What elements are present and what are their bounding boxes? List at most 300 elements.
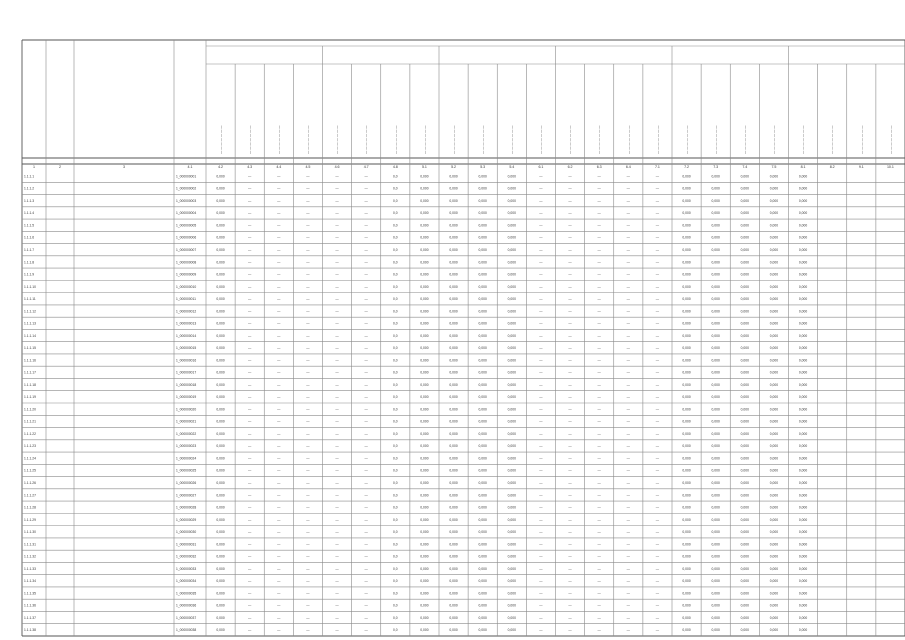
table-cell-value: 0,000 — [769, 260, 779, 265]
table-cell-value: 0,000 — [682, 628, 691, 633]
table-cell-value: — — [539, 297, 543, 302]
table-cell-value: 0,000 — [740, 297, 749, 302]
table-cell-value: 0,000 — [507, 321, 516, 326]
table-cell-value: — — [597, 505, 601, 510]
table-cell-value: — — [568, 382, 572, 387]
table-cell-value: 0,000 — [798, 419, 808, 424]
table-cell-value: 0,000 — [798, 260, 808, 265]
table-cell-value: — — [248, 505, 252, 510]
row-number: 1.1.1.17 — [24, 370, 36, 375]
table-cell-value: — — [626, 554, 630, 559]
table-cell-value: — — [364, 431, 368, 436]
table-cell-value: 0,000 — [740, 235, 749, 240]
row-code: 1_000000036 — [176, 603, 197, 608]
table-cell-value: — — [655, 260, 660, 265]
row-code: 1_000000007 — [176, 248, 197, 253]
table-cell-value: — — [597, 198, 601, 203]
table-cell-value: 0,000 — [449, 321, 458, 326]
column-heading-text: — — — — — — — — [801, 125, 806, 154]
table-cell-value: — — [539, 566, 543, 571]
table-cell-value: — — [539, 382, 543, 387]
table-cell-value: 0,000 — [711, 284, 720, 289]
row-code: 1_000000013 — [176, 321, 197, 326]
table-cell-value: — — [597, 223, 601, 228]
row-code: 1_000000032 — [176, 554, 197, 559]
table-cell-value: — — [364, 358, 368, 363]
row-code: 1_000000026 — [176, 481, 197, 486]
table-cell-value: 0,0 — [393, 382, 398, 387]
table-cell-value: 0,000 — [798, 444, 808, 449]
table-cell-value: — — [306, 272, 310, 277]
table-cell-value: 0,000 — [711, 186, 720, 191]
table-cell-value: 0,0 — [393, 517, 398, 522]
table-cell-value: — — [277, 456, 281, 461]
table-cell-value: 0,000 — [798, 579, 808, 584]
table-cell-value: 0,000 — [449, 198, 458, 203]
table-cell-value: 0,000 — [216, 444, 225, 449]
table-cell-value: — — [568, 407, 572, 412]
table-cell-value: — — [335, 284, 339, 289]
row-number: 1.1.1.27 — [24, 493, 36, 498]
table-cell-value: — — [335, 370, 339, 375]
table-cell-value: — — [364, 346, 368, 351]
table-cell-value: — — [335, 272, 339, 277]
table-cell-value: — — [626, 505, 630, 510]
table-cell-value: 0,000 — [798, 211, 808, 216]
table-cell-value: 0,000 — [478, 407, 487, 412]
table-cell-value: — — [277, 395, 281, 400]
table-cell-value: — — [655, 358, 660, 363]
table-cell-value: 0,000 — [507, 223, 516, 228]
row-code: 1_000000005 — [176, 223, 197, 228]
table-cell-value: 0,000 — [420, 248, 429, 253]
table-cell-value: — — [306, 260, 310, 265]
table-cell-value: — — [364, 297, 368, 302]
column-number: 4.2 — [218, 165, 224, 170]
table-cell-value: 0,000 — [711, 333, 720, 338]
table-cell-value: 0,000 — [682, 346, 691, 351]
table-cell-value: 0,000 — [478, 346, 487, 351]
table-cell-value: — — [597, 419, 601, 424]
table-cell-value: 0,000 — [449, 456, 458, 461]
table-cell-value: — — [306, 174, 310, 179]
table-cell-value: 0,000 — [478, 468, 487, 473]
table-cell-value: — — [364, 174, 368, 179]
column-number: 1 — [33, 165, 35, 170]
table-cell-value: 0,000 — [682, 431, 691, 436]
table-cell-value: — — [568, 235, 572, 240]
table-cell-value: — — [568, 530, 572, 535]
table-cell-value: — — [364, 505, 368, 510]
table-cell-value: 0,000 — [711, 628, 720, 633]
table-cell-value: 0,000 — [420, 284, 429, 289]
table-cell-value: 0,000 — [449, 419, 458, 424]
table-cell-value: — — [248, 554, 252, 559]
table-cell-value: — — [364, 223, 368, 228]
table-cell-value: — — [597, 456, 601, 461]
table-cell-value: 0,000 — [478, 395, 487, 400]
row-number: 1.1.1.3 — [24, 198, 35, 203]
row-number: 1.1.1.14 — [24, 333, 36, 338]
table-cell-value: — — [277, 272, 281, 277]
table-cell-value: 0,000 — [420, 456, 429, 461]
table-cell-value: 0,000 — [420, 444, 429, 449]
table-cell-value: — — [597, 566, 601, 571]
table-cell-value: 0,000 — [507, 530, 516, 535]
table-cell-value: — — [277, 530, 281, 535]
table-cell-value: 0,0 — [393, 456, 398, 461]
table-cell-value: — — [335, 615, 339, 620]
table-cell-value: 0,000 — [507, 468, 516, 473]
table-cell-value: — — [539, 223, 543, 228]
table-cell-value: — — [364, 517, 368, 522]
table-cell-value: — — [364, 272, 368, 277]
table-cell-value: 0,000 — [449, 235, 458, 240]
table-cell-value: 0,0 — [393, 481, 398, 486]
table-cell-value: 0,000 — [507, 333, 516, 338]
table-cell-value: 0,000 — [711, 211, 720, 216]
table-cell-value: 0,000 — [798, 186, 808, 191]
table-cell-value: — — [597, 309, 601, 314]
table-cell-value: 0,000 — [478, 211, 487, 216]
table-cell-value: — — [277, 248, 281, 253]
table-cell-value: 0,000 — [769, 248, 779, 253]
column-heading-text: — — — — — — — — [277, 125, 282, 154]
table-cell-value: — — [277, 260, 281, 265]
row-number: 1.1.1.35 — [24, 591, 36, 596]
table-cell-value: 0,000 — [420, 493, 429, 498]
row-number: 1.1.1.31 — [24, 542, 36, 547]
table-cell-value: 0,000 — [449, 223, 458, 228]
row-code: 1_000000014 — [176, 333, 197, 338]
table-cell-value: 0,000 — [769, 198, 779, 203]
table-cell-value: — — [539, 481, 543, 486]
table-cell-value: — — [277, 223, 281, 228]
table-cell-value: — — [248, 566, 252, 571]
table-cell-value: — — [335, 468, 339, 473]
table-cell-value: 0,000 — [798, 505, 808, 510]
table-cell-value: — — [364, 321, 368, 326]
column-heading-text: — — — — — — — — [481, 125, 486, 154]
column-number: 7.4 — [742, 165, 748, 170]
table-cell-value: — — [655, 407, 660, 412]
table-cell-value: — — [335, 579, 339, 584]
row-code: 1_000000003 — [176, 198, 197, 203]
table-cell-value: 0,000 — [798, 530, 808, 535]
table-cell-value: 0,000 — [507, 186, 516, 191]
table-cell-value: — — [597, 346, 601, 351]
table-cell-value: — — [306, 248, 310, 253]
table-cell-value: 0,000 — [740, 591, 749, 596]
table-cell-value: 0,000 — [449, 284, 458, 289]
table-cell-value: — — [568, 468, 572, 473]
table-cell-value: — — [539, 468, 543, 473]
table-cell-value: 0,000 — [478, 284, 487, 289]
table-cell-value: — — [335, 186, 339, 191]
table-cell-value: — — [248, 235, 252, 240]
table-cell-value: 0,000 — [740, 321, 749, 326]
table-cell-value: 0,000 — [740, 505, 749, 510]
table-cell-value: — — [335, 333, 339, 338]
table-cell-value: 0,000 — [216, 431, 225, 436]
table-cell-value: 0,000 — [216, 579, 225, 584]
table-cell-value: 0,000 — [507, 456, 516, 461]
table-cell-value: 0,000 — [420, 591, 429, 596]
table-cell-value: 0,000 — [216, 530, 225, 535]
table-cell-value: 0,000 — [769, 309, 779, 314]
table-cell-value: 0,000 — [740, 444, 749, 449]
table-cell-value: — — [539, 346, 543, 351]
table-cell-value: — — [539, 603, 543, 608]
table-cell-value: 0,000 — [682, 554, 691, 559]
table-cell-value: — — [568, 456, 572, 461]
table-cell-value: — — [655, 493, 660, 498]
table-cell-value: 0,000 — [216, 542, 225, 547]
table-cell-value: 0,000 — [420, 370, 429, 375]
column-heading-text: — — — — — — — — [655, 125, 660, 154]
table-cell-value: 0,000 — [769, 284, 779, 289]
table-cell-value: 0,000 — [740, 407, 749, 412]
column-heading-text: — — — — — — — — [859, 125, 864, 154]
table-cell-value: — — [597, 321, 601, 326]
table-cell-value: 0,0 — [393, 198, 398, 203]
table-cell-value: — — [306, 554, 310, 559]
table-cell-value: — — [248, 211, 252, 216]
table-cell-value: 0,000 — [769, 186, 779, 191]
table-cell-value: — — [568, 346, 572, 351]
table-cell-value: 0,000 — [740, 370, 749, 375]
table-cell-value: — — [568, 223, 572, 228]
table-cell-value: — — [364, 530, 368, 535]
table-cell-value: 0,000 — [449, 407, 458, 412]
table-cell-value: — — [568, 579, 572, 584]
column-heading-text: — — — — — — — — [452, 125, 457, 154]
table-cell-value: 0,000 — [216, 517, 225, 522]
table-cell-value: — — [306, 493, 310, 498]
table-cell-value: 0,000 — [216, 358, 225, 363]
table-cell-value: 0,000 — [769, 272, 779, 277]
table-cell-value: — — [277, 481, 281, 486]
table-cell-value: 0,000 — [711, 395, 720, 400]
table-cell-value: — — [597, 297, 601, 302]
table-cell-value: 0,000 — [711, 321, 720, 326]
row-code: 1_000000025 — [176, 468, 197, 473]
table-cell-value: 0,000 — [682, 456, 691, 461]
table-cell-value: 0,000 — [740, 358, 749, 363]
table-cell-value: — — [655, 444, 660, 449]
table-cell-value: 0,000 — [740, 566, 749, 571]
table-cell-value: — — [306, 346, 310, 351]
table-cell-value: 0,000 — [216, 628, 225, 633]
table-cell-value: 0,000 — [216, 505, 225, 510]
table-cell-value: — — [626, 370, 630, 375]
table-cell-value: — — [626, 517, 630, 522]
table-cell-value: 0,000 — [420, 395, 429, 400]
table-cell-value: — — [364, 603, 368, 608]
table-cell-value: 0,000 — [711, 297, 720, 302]
table-cell-value: 0,000 — [507, 272, 516, 277]
table-cell-value: 0,000 — [798, 517, 808, 522]
table-cell-value: — — [335, 297, 339, 302]
table-cell-value: — — [626, 615, 630, 620]
table-cell-value: — — [539, 505, 543, 510]
table-cell-value: 0,000 — [711, 615, 720, 620]
table-cell-value: — — [248, 493, 252, 498]
table-cell-value: — — [306, 358, 310, 363]
table-cell-value: 0,000 — [507, 395, 516, 400]
table-cell-value: 0,000 — [682, 493, 691, 498]
table-cell-value: 0,000 — [798, 346, 808, 351]
table-cell-value: — — [306, 382, 310, 387]
table-cell-value: 0,000 — [682, 186, 691, 191]
table-cell-value: 0,000 — [449, 333, 458, 338]
table-cell-value: 0,000 — [216, 211, 225, 216]
table-cell-value: — — [539, 370, 543, 375]
table-cell-value: 0,000 — [682, 370, 691, 375]
row-number: 1.1.1.32 — [24, 554, 36, 559]
table-cell-value: — — [597, 493, 601, 498]
table-cell-value: 0,000 — [769, 579, 779, 584]
table-cell-value: — — [655, 517, 660, 522]
column-number: 2 — [59, 165, 61, 170]
table-cell-value: 0,000 — [740, 628, 749, 633]
table-cell-value: — — [248, 198, 252, 203]
column-heading-text: — — — — — — — — [830, 125, 835, 154]
table-cell-value: 0,000 — [769, 370, 779, 375]
table-cell-value: — — [306, 481, 310, 486]
table-cell-value: — — [364, 419, 368, 424]
table-cell-value: — — [364, 235, 368, 240]
table-cell-value: 0,0 — [393, 542, 398, 547]
table-cell-value: — — [248, 272, 252, 277]
table-cell-value: 0,000 — [478, 419, 487, 424]
table-cell-value: — — [277, 566, 281, 571]
table-cell-value: — — [626, 248, 630, 253]
table-cell-value: 0,000 — [478, 358, 487, 363]
table-cell-value: — — [306, 505, 310, 510]
table-cell-value: — — [277, 198, 281, 203]
table-cell-value: — — [597, 370, 601, 375]
table-cell-value: — — [248, 248, 252, 253]
table-cell-value: — — [277, 297, 281, 302]
row-code: 1_000000033 — [176, 566, 197, 571]
table-cell-value: 0,000 — [682, 530, 691, 535]
table-cell-value: 0,000 — [682, 591, 691, 596]
table-cell-value: 0,000 — [216, 174, 225, 179]
table-cell-value: — — [568, 603, 572, 608]
table-cell-value: — — [277, 370, 281, 375]
table-cell-value: — — [248, 591, 252, 596]
column-number: 10.1 — [886, 165, 894, 170]
table-cell-value: — — [655, 554, 660, 559]
table-cell-value: 0,000 — [420, 198, 429, 203]
table-cell-value: 0,000 — [507, 297, 516, 302]
table-cell-value: — — [655, 272, 660, 277]
table-cell-value: 0,000 — [740, 481, 749, 486]
table-cell-value: — — [364, 370, 368, 375]
table-cell-value: 0,0 — [393, 468, 398, 473]
table-cell-value: 0,000 — [420, 235, 429, 240]
table-cell-value: 0,000 — [769, 297, 779, 302]
table-cell-value: 0,000 — [478, 272, 487, 277]
table-cell-value: — — [248, 284, 252, 289]
table-cell-value: 0,000 — [478, 370, 487, 375]
table-cell-value: 0,0 — [393, 431, 398, 436]
table-cell-value: — — [568, 260, 572, 265]
table-cell-value: 0,000 — [682, 223, 691, 228]
table-cell-value: — — [335, 481, 339, 486]
table-cell-value: 0,000 — [711, 260, 720, 265]
table-cell-value: 0,000 — [420, 223, 429, 228]
table-cell-value: 0,000 — [798, 309, 808, 314]
table-cell-value: 0,000 — [449, 395, 458, 400]
table-cell-value: 0,0 — [393, 566, 398, 571]
table-cell-value: 0,000 — [449, 444, 458, 449]
table-cell-value: — — [364, 186, 368, 191]
table-cell-value: 0,000 — [420, 505, 429, 510]
column-number: 8.1 — [800, 165, 806, 170]
table-cell-value: — — [597, 272, 601, 277]
table-cell-value: — — [335, 211, 339, 216]
column-number: 7.3 — [713, 165, 719, 170]
table-cell-value: 0,000 — [711, 370, 720, 375]
table-cell-value: — — [306, 542, 310, 547]
table-cell-value: 0,000 — [769, 628, 779, 633]
table-cell-value: — — [626, 260, 630, 265]
table-cell-value: 0,000 — [507, 481, 516, 486]
table-cell-value: — — [655, 186, 660, 191]
column-number: 8.2 — [829, 165, 835, 170]
column-heading-text: — — — — — — — — [510, 125, 515, 154]
table-cell-value: 0,000 — [798, 395, 808, 400]
table-cell-value: — — [335, 456, 339, 461]
column-number: 5.2 — [451, 165, 457, 170]
table-cell-value: 0,000 — [420, 566, 429, 571]
row-number: 1.1.1.8 — [24, 260, 35, 265]
table-cell-value: — — [539, 174, 543, 179]
table-cell-value: — — [626, 346, 630, 351]
row-code: 1_000000029 — [176, 517, 197, 522]
table-cell-value: 0,000 — [682, 382, 691, 387]
column-number: 7.2 — [684, 165, 690, 170]
column-heading-text: — — — — — — — — [539, 125, 544, 154]
table-cell-value: — — [364, 284, 368, 289]
table-cell-value: 0,000 — [507, 542, 516, 547]
column-heading-text: — — — — — — — — [772, 125, 777, 154]
table-cell-value: 0,000 — [682, 272, 691, 277]
table-cell-value: — — [248, 603, 252, 608]
table-cell-value: 0,000 — [740, 223, 749, 228]
table-cell-value: 0,0 — [393, 211, 398, 216]
table-cell-value: — — [277, 542, 281, 547]
table-cell-value: 0,000 — [420, 186, 429, 191]
table-cell-value: — — [626, 297, 630, 302]
table-cell-value: — — [248, 530, 252, 535]
table-cell-value: 0,000 — [507, 382, 516, 387]
row-code: 1_000000023 — [176, 444, 197, 449]
table-cell-value: 0,000 — [216, 321, 225, 326]
table-cell-value: — — [306, 284, 310, 289]
table-cell-value: — — [655, 309, 660, 314]
row-code: 1_000000037 — [176, 615, 197, 620]
table-cell-value: 0,0 — [393, 358, 398, 363]
table-cell-value: 0,000 — [798, 603, 808, 608]
table-cell-value: — — [335, 542, 339, 547]
table-cell-value: 0,000 — [449, 309, 458, 314]
row-code: 1_000000017 — [176, 370, 197, 375]
table-cell-value: — — [597, 382, 601, 387]
column-heading-text: — — — — — — — — [393, 125, 398, 154]
